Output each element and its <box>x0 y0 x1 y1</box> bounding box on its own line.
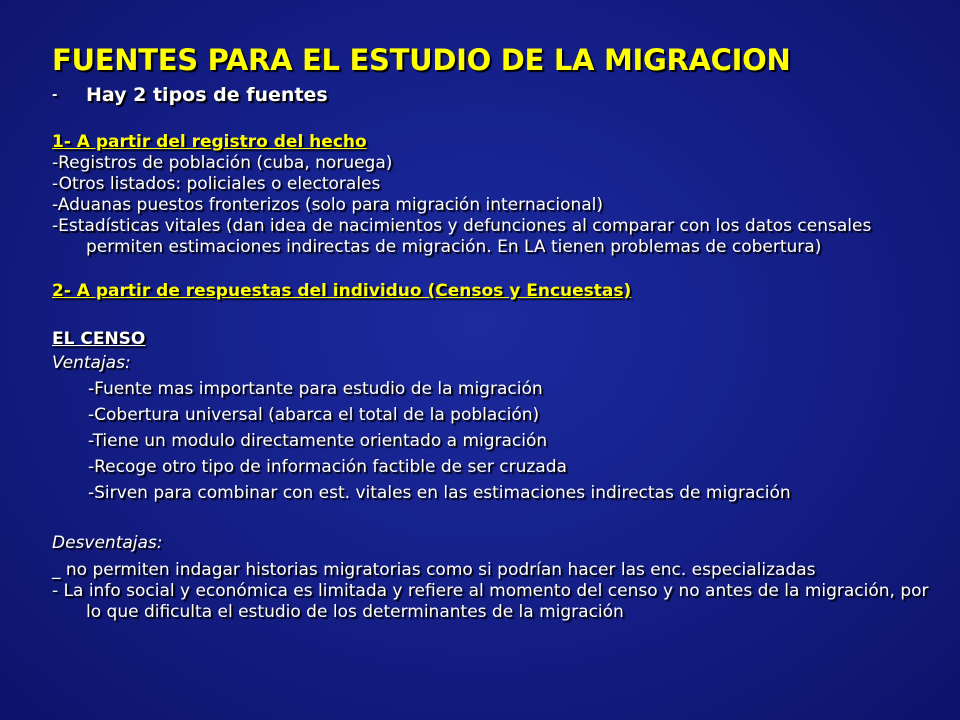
desventaja-text: - La info social y económica es limitada y refiere al momento del censo y no antes de la migración, por lo que dificulta el estudio de los determinantes de la migración <box>52 581 929 622</box>
subtitle-bullet: - <box>52 88 58 103</box>
censo-heading-text: EL CENSO <box>52 329 146 349</box>
desventaja-item <box>52 560 932 581</box>
section2-heading-text: 2- A partir de respuestas del individuo (Censos y Encuestas) <box>52 281 632 301</box>
ventajas-label: Ventajas: <box>52 353 131 373</box>
slide-title: FUENTES PARA EL ESTUDIO DE LA MIGRACION <box>52 43 791 77</box>
desventaja-text: no permiten indagar historias migratorias como si podrían hacer las enc. especializadas <box>60 560 816 580</box>
ventaja-item: -Fuente mas importante para estudio de la migración <box>88 379 543 399</box>
censo-heading <box>52 329 932 350</box>
section1-item: -Registros de población (cuba, noruega) <box>52 153 393 173</box>
section1-item: -Otros listados: policiales o electorales <box>52 174 381 194</box>
section1-heading <box>52 132 932 153</box>
slide-content <box>52 42 932 623</box>
desventaja-item <box>52 581 932 623</box>
ventaja-item: -Cobertura universal (abarca el total de la población) <box>88 405 540 425</box>
desventaja-lead: _ <box>52 560 61 580</box>
desventajas-label: Desventajas: <box>52 533 163 553</box>
section2-heading <box>52 281 932 302</box>
subtitle-text: Hay 2 tipos de fuentes <box>86 84 328 106</box>
ventaja-item: -Recoge otro tipo de información factible de ser cruzada <box>88 457 567 477</box>
ventaja-item: -Sirven para combinar con est. vitales en las estimaciones indirectas de migración <box>88 483 791 503</box>
ventaja-item: -Tiene un modulo directamente orientado a migración <box>88 431 548 451</box>
subtitle-line <box>52 82 932 109</box>
section1-item: -Aduanas puestos fronterizos (solo para migración internacional) <box>52 195 604 215</box>
section1-item: -Estadísticas vitales (dan idea de nacimientos y defunciones al comparar con los datos censales permiten estimaciones indirectas de migración. En LA tienen problemas de cobertura) <box>52 216 872 257</box>
section1-heading-text: 1- A partir del registro del hecho <box>52 132 367 152</box>
